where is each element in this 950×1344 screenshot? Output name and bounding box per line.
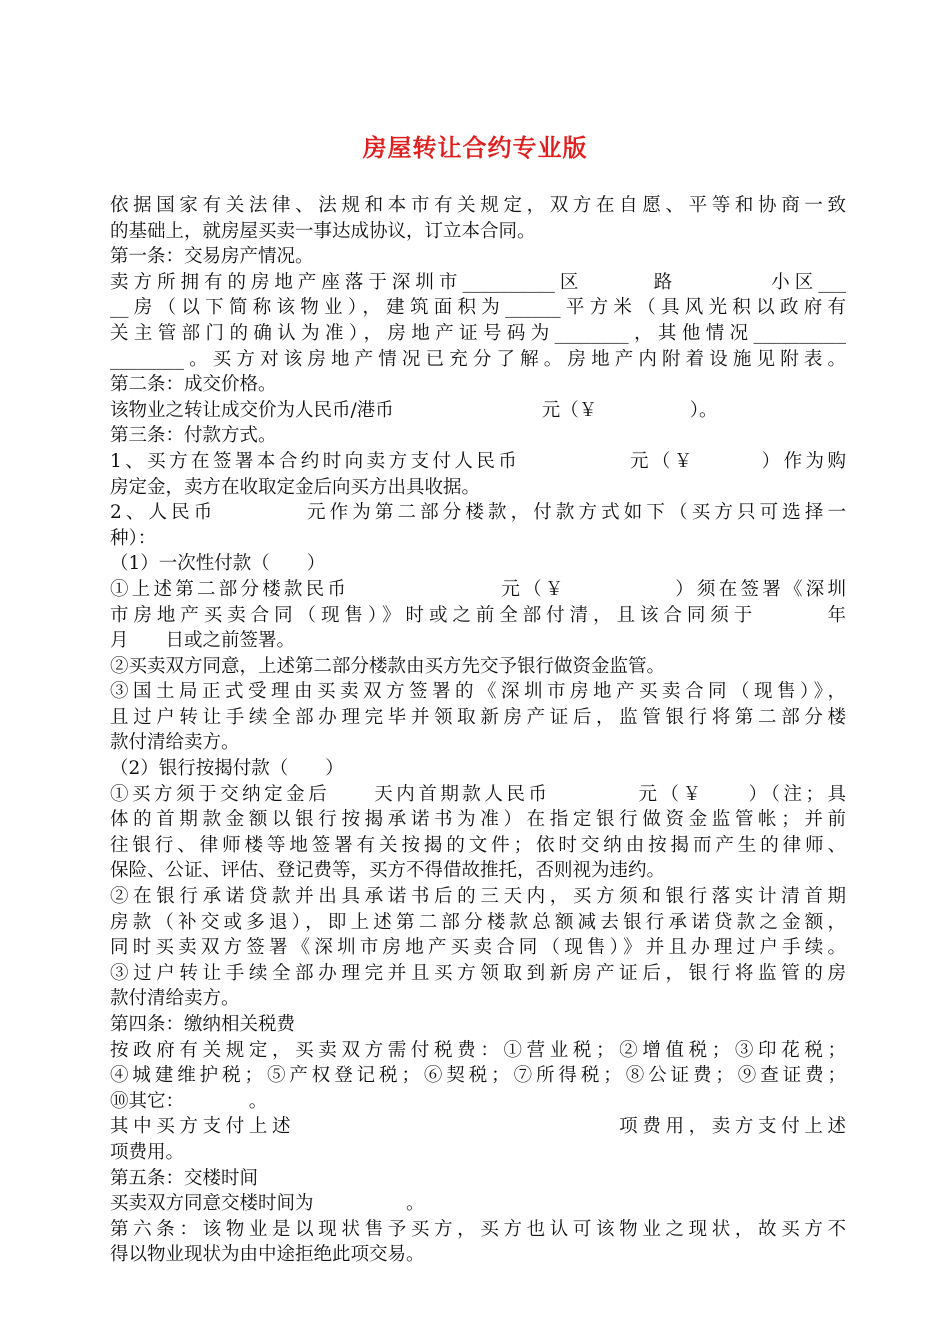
- text-line: 第四条：缴纳相关税费: [110, 1014, 296, 1035]
- text-line: ②在银行承诺贷款并出具承诺书后的三天内，买方须和银行落实计清首期: [110, 886, 846, 908]
- text-line: ①上述第二部分楼款民币 元（￥ ）须在签署《深圳: [110, 578, 846, 600]
- text-line: 第五条：交楼时间: [110, 1167, 259, 1189]
- text-line: 其中买方支付上述 项费用，卖方支付上述: [110, 1116, 846, 1138]
- text-line: 依据国家有关法律、法规和本市有关规定，双方在自愿、平等和协商一致: [110, 195, 846, 216]
- text-line: ________。买方对该房地产情况已充分了解。房地产内附着设施见附表。: [110, 348, 846, 370]
- text-line: 且过户转让手续全部办理完毕并领取新房产证后，监管银行将第二部分楼: [110, 706, 846, 728]
- text-line: （2）银行按揭付款（ ）: [110, 758, 344, 780]
- text-line: 房款（补交或多退），即上述第二部分楼款总额减去银行承诺贷款之金额，: [110, 911, 846, 933]
- text-line: 保险、公证、评估、登记费等，买方不得借故推托，否则视为违约。: [110, 860, 666, 882]
- text-line: 市房地产买卖合同（现售）》时或之前全部付清，且该合同须于 年: [110, 604, 846, 626]
- text-line: 该物业之转让成交价为人民币/港币 元（￥ ）。: [110, 399, 718, 421]
- document-title: 房屋转让合约专业版: [362, 134, 588, 162]
- text-line: 得以物业现状为由中途拒绝此项交易。: [110, 1244, 425, 1266]
- text-line: 同时买卖双方签署《深圳市房地产买卖合同（现售）》并且办理过户手续。: [110, 937, 846, 959]
- text-line: 第二条：成交价格。: [110, 374, 277, 396]
- text-line: 第六条：该物业是以现状售予买方，买方也认可该物业之现状，故买方不: [110, 1218, 846, 1240]
- text-line: ②买卖双方同意，上述第二部分楼款由买方先交予银行做资金监管。: [110, 655, 666, 677]
- text-line: 月 日或之前签署。: [110, 630, 296, 652]
- text-line: （1）一次性付款（ ）: [110, 553, 326, 575]
- text-line: 关主管部门的确认为准），房地产证号码为________，其他情况__________: [110, 322, 846, 344]
- text-line: 1、买方在签署本合约时向卖方支付人民币 元（￥ ）作为购: [110, 450, 846, 472]
- text-line: 第一条：交易房产情况。: [110, 246, 314, 268]
- contract-body: [110, 193, 846, 1268]
- text-line: __房（以下简称该物业），建筑面积为______平方米（具风光积以政府有: [110, 297, 846, 319]
- text-line: 的基础上，就房屋买卖一事达成协议，订立本合同。: [110, 220, 536, 242]
- text-line: 项费用。: [110, 1141, 185, 1163]
- text-line: ①买方须于交纳定金后 天内首期款人民币 元（￥ ）（注；具: [110, 783, 846, 805]
- text-line: 房定金，卖方在收取定金后向买方出具收据。: [110, 476, 481, 498]
- text-line: 按政府有关规定，买卖双方需付税费：①营业税；②增值税；③印花税；: [110, 1039, 846, 1061]
- text-line: 卖方所拥有的房地产座落于深圳市__________区 路 小区___: [110, 271, 846, 293]
- text-line: 第三条：付款方式。: [110, 425, 277, 447]
- text-line: ③国土局正式受理由买卖双方签署的《深圳市房地产买卖合同（现售）》，: [110, 681, 846, 703]
- text-line: 款付清给卖方。: [110, 988, 240, 1010]
- text-line: 2、人民币 元作为第二部分楼款，付款方式如下（买方只可选择一: [110, 502, 846, 524]
- text-line: ③过户转让手续全部办理完并且买方领取到新房产证后，银行将监管的房: [110, 962, 846, 984]
- text-line: 款付清给卖方。: [110, 732, 240, 754]
- text-line: ④城建维护税；⑤产权登记税；⑥契税；⑦所得税；⑧公证费；⑨查证费；: [110, 1065, 846, 1087]
- text-line: 种）：: [110, 527, 157, 549]
- text-line: 往银行、律师楼等地签署有关按揭的文件；依时交纳由按揭而产生的律师、: [110, 834, 846, 856]
- text-line: 买卖双方同意交楼时间为 。: [110, 1193, 425, 1215]
- text-line: ⑩其它： 。: [110, 1090, 268, 1112]
- text-line: 体的首期款金额以银行按揭承诺书为准）在指定银行做资金监管帐；并前: [110, 809, 846, 831]
